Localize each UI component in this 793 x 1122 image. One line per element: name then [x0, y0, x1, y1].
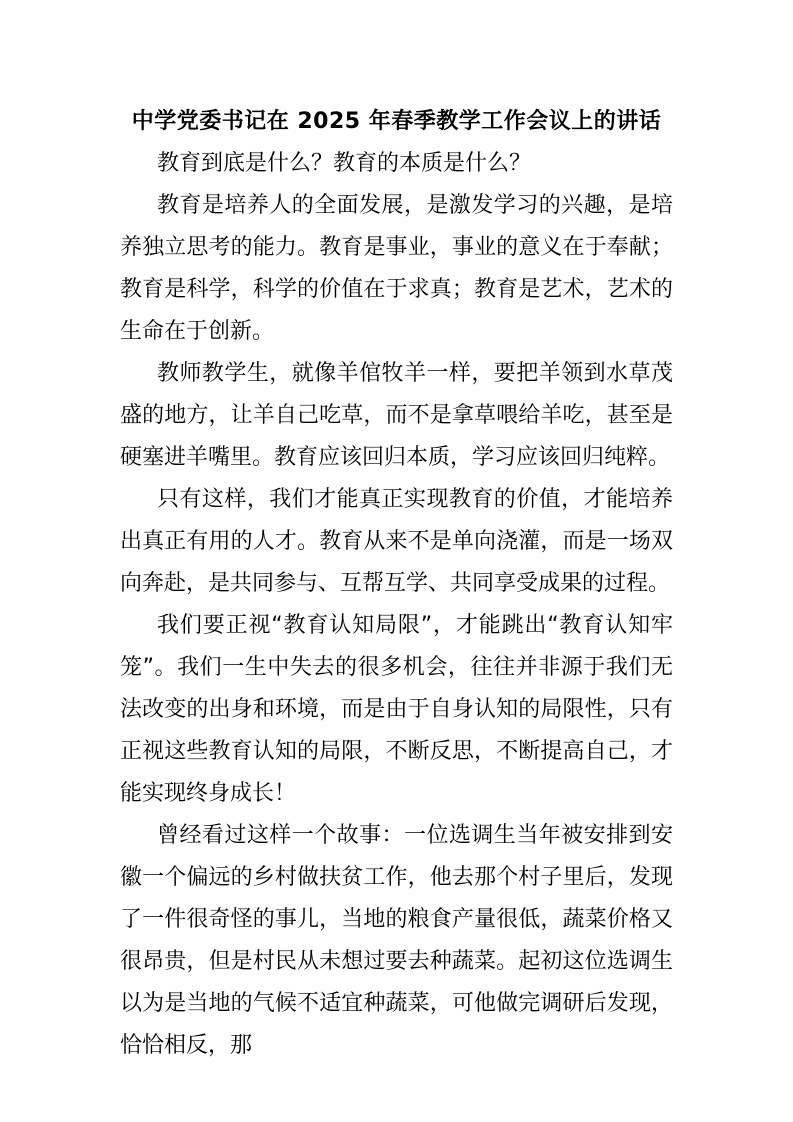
paragraph-village-story: 曾经看过这样一个故事：一位选调生当年被安排到安徽一个偏远的乡村做扶贫工作，他去那个村子里后，发现了一件很奇怪的事儿，当地的粮食产量很低，蔬菜价格又很昂贵，但是村民从未想过要去种蔬菜。起初这位选调生以为是当地的气候不适宜种蔬菜，可他做完调研后发现，恰恰相反，那	[120, 823, 673, 1058]
paragraph-shepherd-analogy: 教师教学生，就像羊倌牧羊一样，要把羊领到水草茂盛的地方，让羊自己吃草，而不是拿草喂给羊吃，甚至是硬塞进羊嘴里。教育应该回归本质，学习应该回归纯粹。	[120, 361, 673, 470]
paragraph-education-value: 只有这样，我们才能真正实现教育的价值，才能培养出真正有用的人才。教育从来不是单向浇灌，而是一场双向奔赴，是共同参与、互帮互学、共同享受成果的过程。	[120, 487, 673, 596]
paragraph-education-definition: 教育是培养人的全面发展，是激发学习的兴趣，是培养独立思考的能力。教育是事业，事业的意义在于奉献；教育是科学，科学的价值在于求真；教育是艺术，艺术的生命在于创新。	[120, 193, 673, 344]
paragraph-cognitive-limits: 我们要正视“教育认知局限”，才能跳出“教育认知牢笼”。我们一生中失去的很多机会，往往并非源于我们无法改变的出身和环境，而是由于自身认知的局限性，只有正视这些教育认知的局限，不断反思，不断提高自己，才能实现终身成长！	[120, 613, 673, 806]
paragraph-intro-question: 教育到底是什么？教育的本质是什么？	[157, 151, 532, 176]
document-title: 中学党委书记在 2025 年春季教学工作会议上的讲话	[131, 109, 662, 134]
